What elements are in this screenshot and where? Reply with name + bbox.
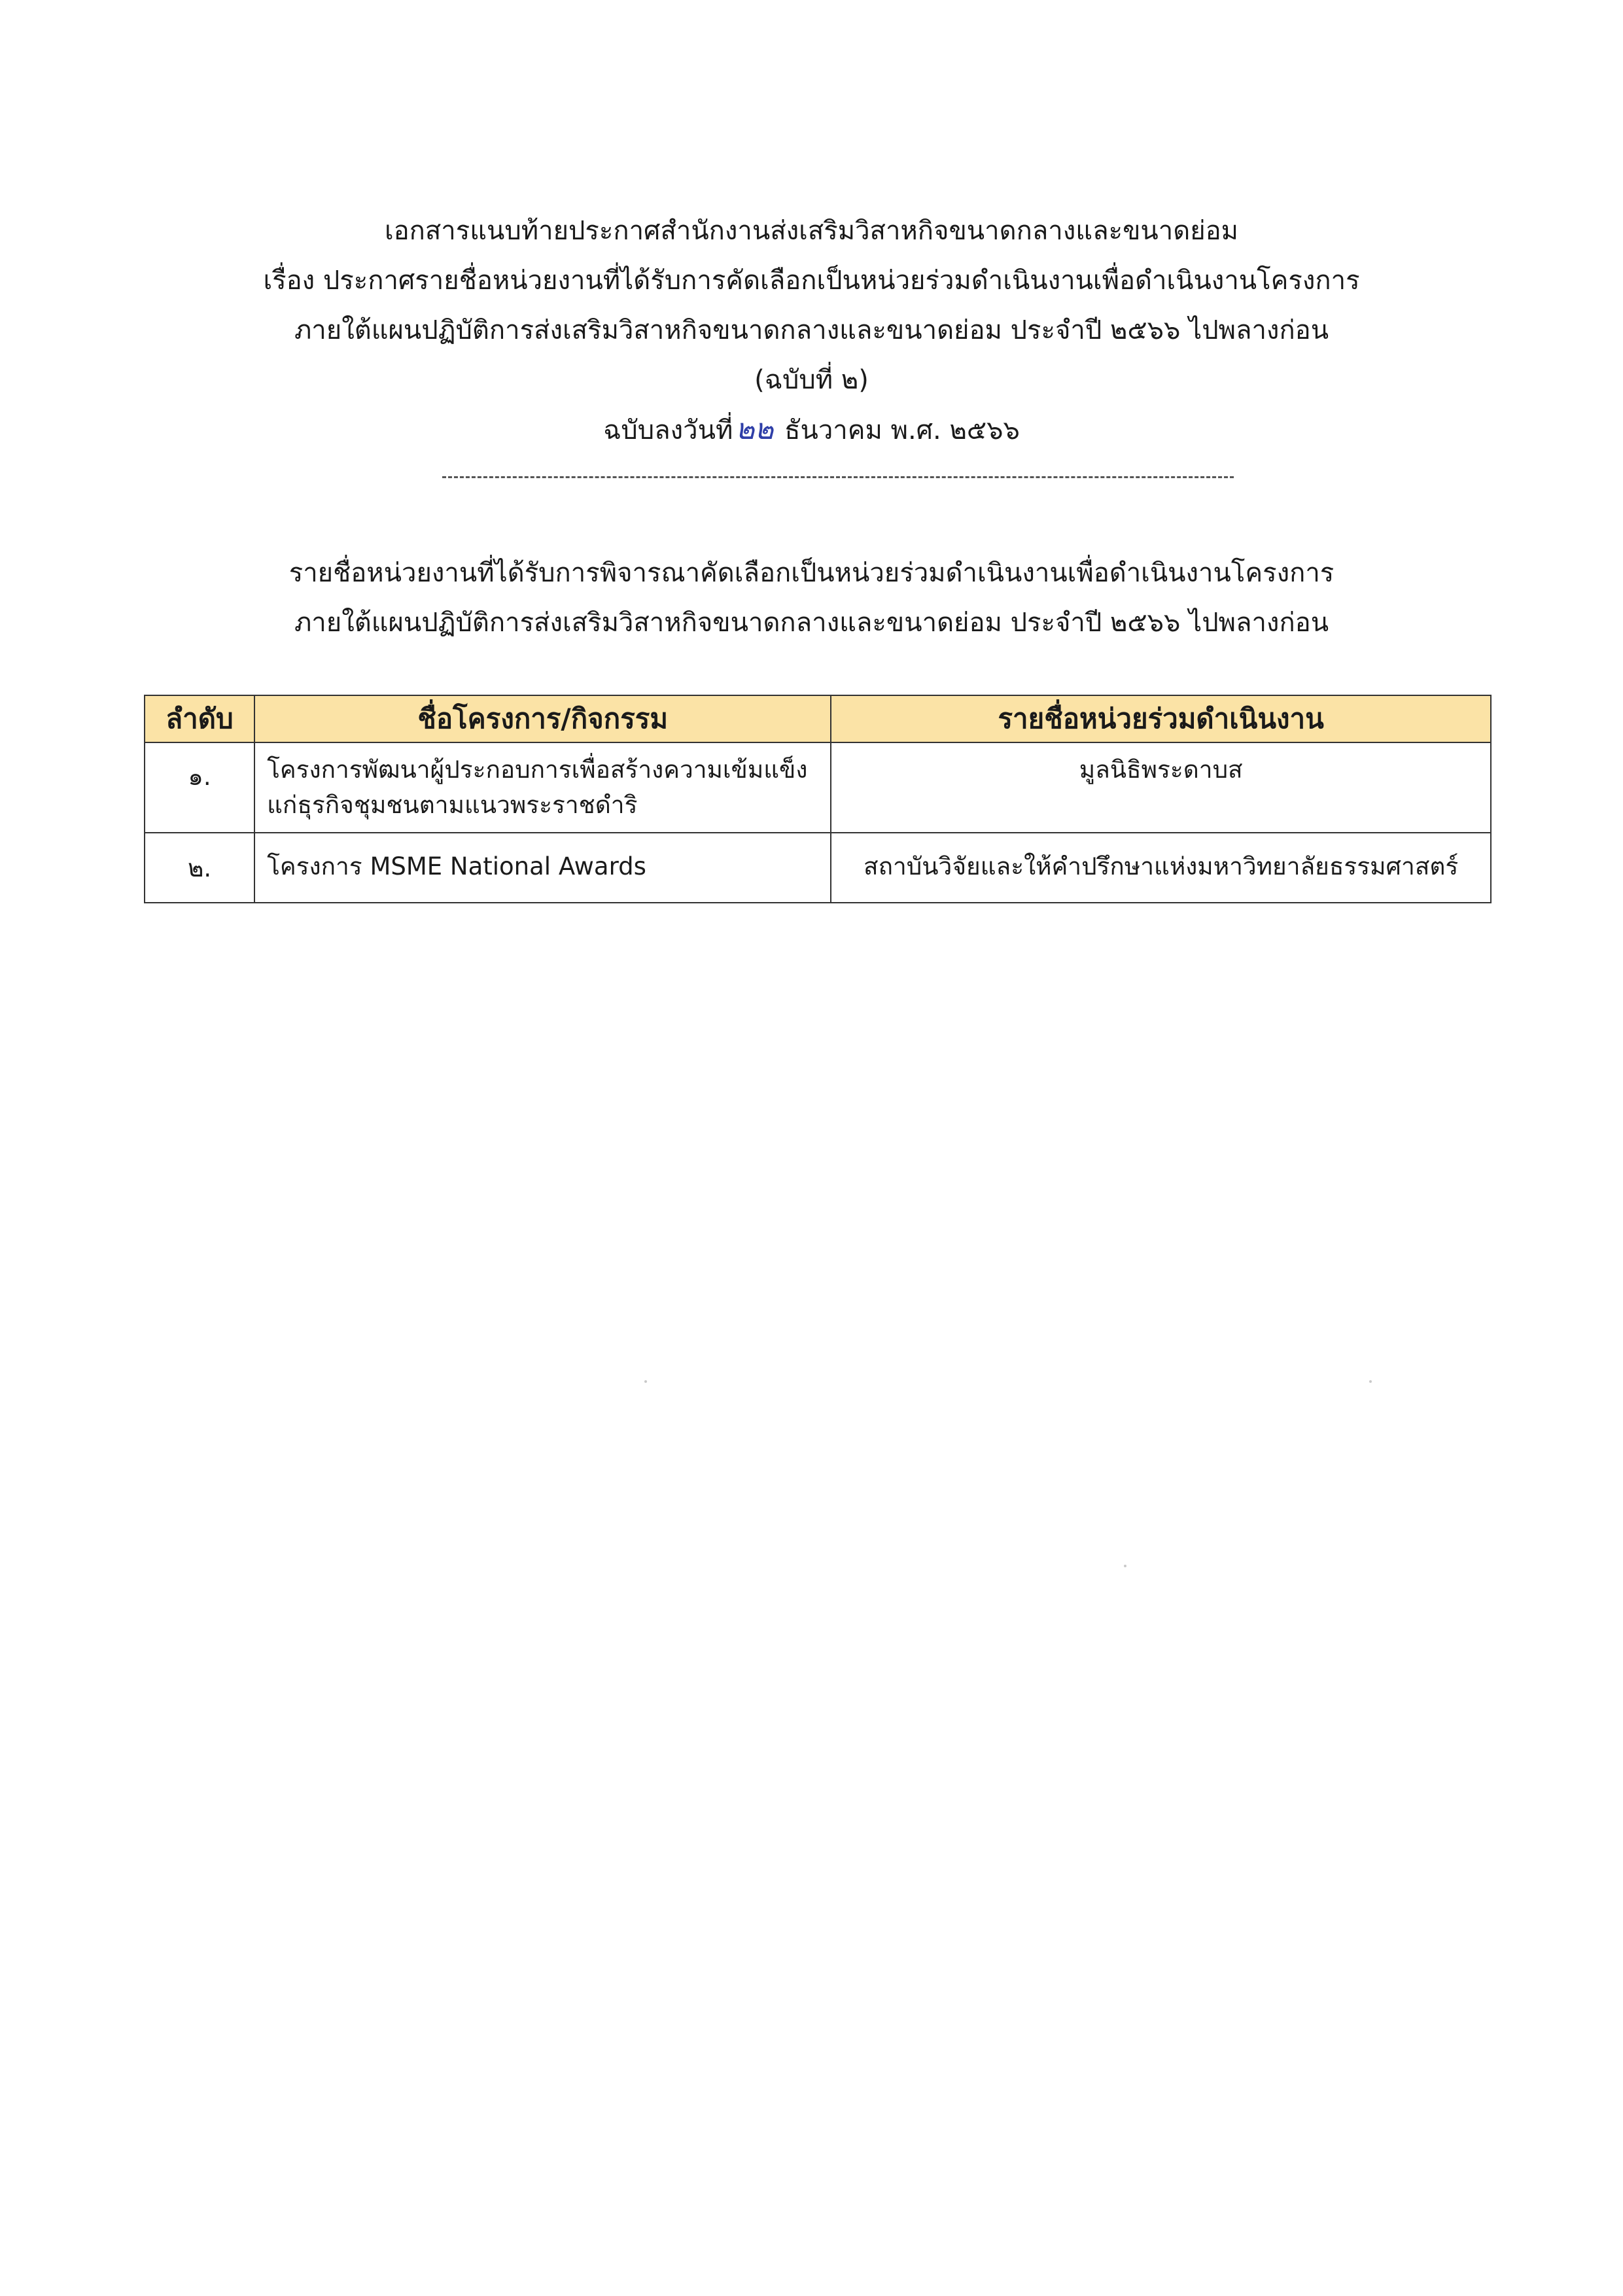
project-name: [254, 742, 831, 833]
table-header-row: [145, 695, 1491, 742]
dashed-divider: [442, 476, 1234, 478]
date-suffix: ธันวาคม พ.ศ. ๒๕๖๖: [784, 415, 1020, 445]
project-name: โครงการ MSME National Awards: [254, 833, 831, 903]
row-number: ๑.: [145, 742, 254, 833]
date-line: [0, 405, 1623, 455]
row-number: ๒.: [145, 833, 254, 903]
list-heading: [0, 548, 1623, 648]
projects-table: [144, 695, 1492, 903]
handwritten-day: ๒๒: [735, 413, 774, 446]
date-prefix: ฉบับลงวันที่: [603, 415, 733, 445]
header-line-1: เอกสารแนบท้ายประกาศสำนักงานส่งเสริมวิสาหกิจขนาดกลางและขนาดย่อม: [384, 216, 1239, 246]
table-row: [145, 742, 1491, 833]
header-line-3: ภายใต้แผนปฏิบัติการส่งเสริมวิสาหกิจขนาดกลางและขนาดย่อม ประจำปี ๒๕๖๖ ไปพลางก่อน: [294, 315, 1329, 345]
header-project: ชื่อโครงการ/กิจกรรม: [254, 695, 831, 742]
header-line-4: (ฉบับที่ ๒): [754, 365, 869, 395]
scan-speck: [1124, 1565, 1126, 1567]
organization-name: มูลนิธิพระดาบส: [831, 742, 1491, 833]
list-heading-line-2: ภายใต้แผนปฏิบัติการส่งเสริมวิสาหกิจขนาดกลางและขนาดย่อม ประจำปี ๒๕๖๖ ไปพลางก่อน: [294, 608, 1329, 638]
project-name-line-1: โครงการพัฒนาผู้ประกอบการเพื่อสร้างความเข้มแข็ง: [267, 756, 808, 784]
header-no: ลำดับ: [145, 695, 254, 742]
scan-speck: [1369, 1380, 1372, 1383]
header-line-2: เรื่อง ประกาศรายชื่อหน่วยงานที่ได้รับการคัดเลือกเป็นหน่วยร่วมดำเนินงานเพื่อดำเนินงานโครงการ: [263, 266, 1360, 296]
table-row: [145, 833, 1491, 903]
project-name-line-2: แก่ธุรกิจชุมชนตามแนวพระราชดำริ: [267, 791, 638, 819]
list-heading-line-1: รายชื่อหน่วยงานที่ได้รับการพิจารณาคัดเลือกเป็นหน่วยร่วมดำเนินงานเพื่อดำเนินงานโครงการ: [288, 558, 1335, 588]
scan-speck: [644, 1380, 647, 1383]
organization-name: สถาบันวิจัยและให้คำปรึกษาแห่งมหาวิทยาลัยธรรมศาสตร์: [831, 833, 1491, 903]
header-org: รายชื่อหน่วยร่วมดำเนินงาน: [831, 695, 1491, 742]
announcement-header: [0, 206, 1623, 455]
